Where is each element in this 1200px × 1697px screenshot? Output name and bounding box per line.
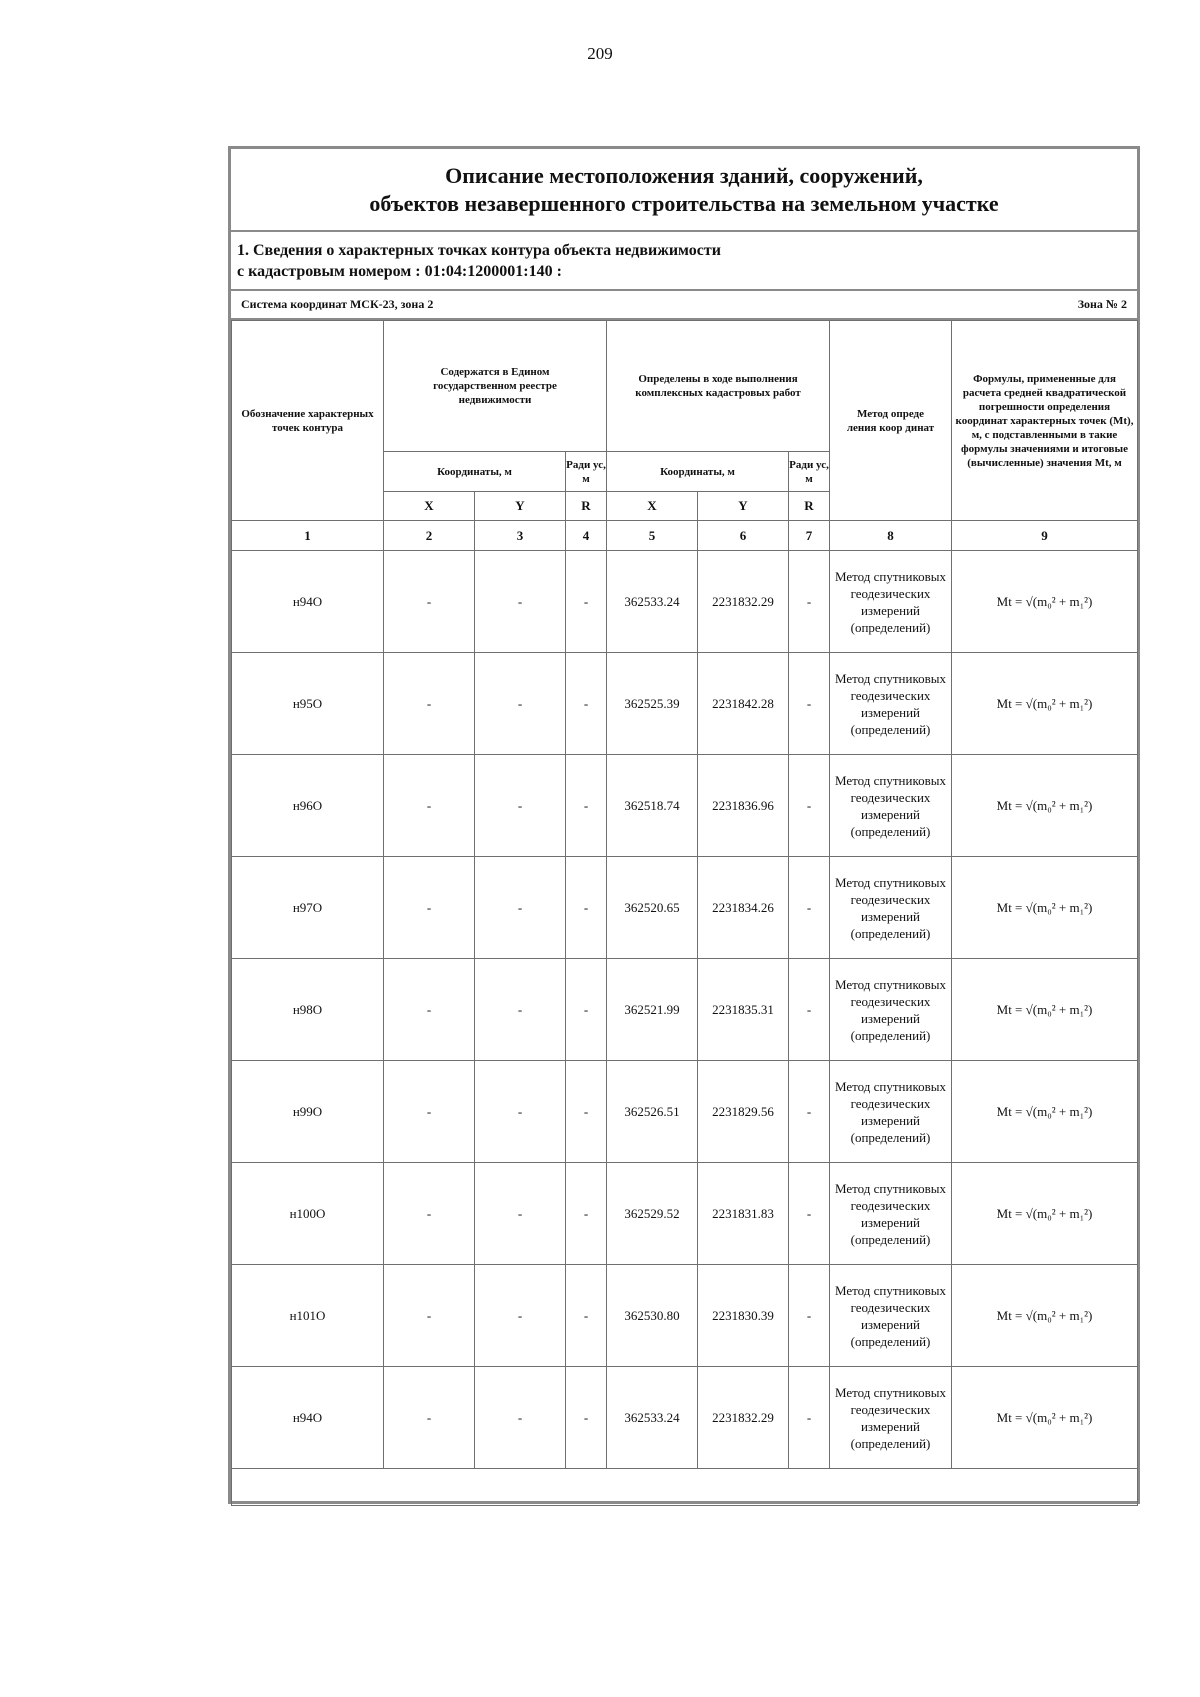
egrn-y-cell: -	[475, 653, 566, 755]
point-designation: н98О	[232, 959, 384, 1061]
egrn-r-cell: -	[566, 1061, 607, 1163]
column-number: 8	[830, 521, 952, 551]
works-x-cell: 362533.24	[607, 1367, 698, 1469]
egrn-r-cell: -	[566, 1163, 607, 1265]
section-heading	[231, 232, 1137, 291]
header-formulas: Формулы, примененные для расчета средней квадратической погрешности определения координат характерных точек (Mt), м, с подставленными в такие формулы значениями и итоговые (вычисленные) значения Mt, м	[952, 321, 1138, 521]
point-designation: н97О	[232, 857, 384, 959]
method-cell: Метод спутниковых геодезических измерений (определений)	[830, 1367, 952, 1469]
egrn-r-cell: -	[566, 1367, 607, 1469]
egrn-y-cell: -	[475, 1163, 566, 1265]
table-row	[232, 1061, 1138, 1163]
table-row	[232, 1367, 1138, 1469]
works-y-cell: 2231831.83	[698, 1163, 789, 1265]
formula-cell: Mt = √(m₀² + m₁²)	[952, 1367, 1138, 1469]
egrn-x-cell: -	[384, 857, 475, 959]
works-y-cell: 2231836.96	[698, 755, 789, 857]
section-line-1: 1. Сведения о характерных точках контура объекта недвижимости	[237, 242, 721, 259]
table-row	[232, 857, 1138, 959]
egrn-x-cell: -	[384, 1265, 475, 1367]
document-title	[231, 149, 1137, 232]
coordinate-system-row	[231, 291, 1137, 320]
works-y-cell: 2231832.29	[698, 551, 789, 653]
formula-cell: Mt = √(m₀² + m₁²)	[952, 857, 1138, 959]
point-designation: н96О	[232, 755, 384, 857]
works-r-cell: -	[789, 1163, 830, 1265]
table-row	[232, 755, 1138, 857]
works-x-cell: 362529.52	[607, 1163, 698, 1265]
header-coords-works: Координаты, м	[607, 452, 789, 492]
column-number: 3	[475, 521, 566, 551]
section-line-2: с кадастровым номером : 01:04:1200001:140 :	[237, 263, 562, 280]
header-radius-works: Ради ус, м	[789, 452, 830, 492]
works-x-cell: 362518.74	[607, 755, 698, 857]
egrn-r-cell: -	[566, 1265, 607, 1367]
header-method: Метод опреде ления коор динат	[830, 321, 952, 521]
header-r-egrn: R	[566, 492, 607, 521]
egrn-x-cell: -	[384, 1061, 475, 1163]
table-row	[232, 551, 1138, 653]
formula-cell: Mt = √(m₀² + m₁²)	[952, 551, 1138, 653]
method-cell: Метод спутниковых геодезических измерений (определений)	[830, 857, 952, 959]
header-radius-egrn: Ради ус, м	[566, 452, 607, 492]
works-x-cell: 362520.65	[607, 857, 698, 959]
method-cell: Метод спутниковых геодезических измерений (определений)	[830, 959, 952, 1061]
works-y-cell: 2231832.29	[698, 1367, 789, 1469]
works-y-cell: 2231834.26	[698, 857, 789, 959]
point-designation: н100О	[232, 1163, 384, 1265]
page-number: 209	[587, 44, 613, 63]
egrn-r-cell: -	[566, 857, 607, 959]
header-r-works: R	[789, 492, 830, 521]
column-number: 9	[952, 521, 1138, 551]
column-number: 2	[384, 521, 475, 551]
works-r-cell: -	[789, 755, 830, 857]
egrn-y-cell: -	[475, 1367, 566, 1469]
point-designation: н99О	[232, 1061, 384, 1163]
works-r-cell: -	[789, 551, 830, 653]
egrn-x-cell: -	[384, 1163, 475, 1265]
table-row	[232, 653, 1138, 755]
column-number: 6	[698, 521, 789, 551]
method-cell: Метод спутниковых геодезических измерений (определений)	[830, 653, 952, 755]
works-x-cell: 362530.80	[607, 1265, 698, 1367]
title-line-2: объектов незавершенного строительства на земельном участке	[369, 191, 999, 216]
column-number: 7	[789, 521, 830, 551]
egrn-x-cell: -	[384, 551, 475, 653]
egrn-x-cell: -	[384, 755, 475, 857]
egrn-y-cell: -	[475, 1265, 566, 1367]
works-r-cell: -	[789, 959, 830, 1061]
egrn-y-cell: -	[475, 959, 566, 1061]
works-x-cell: 362526.51	[607, 1061, 698, 1163]
header-egrn-group: Содержатся в Едином государственном реестре недвижимости	[384, 321, 607, 452]
header-x-egrn: X	[384, 492, 475, 521]
method-cell: Метод спутниковых геодезических измерений (определений)	[830, 1265, 952, 1367]
works-r-cell: -	[789, 1061, 830, 1163]
column-number: 5	[607, 521, 698, 551]
table-row	[232, 1163, 1138, 1265]
point-designation: н94О	[232, 551, 384, 653]
header-point-designation: Обозначение характерных точек контура	[232, 321, 384, 521]
point-designation: н101О	[232, 1265, 384, 1367]
works-r-cell: -	[789, 857, 830, 959]
column-numbers-row	[232, 521, 1138, 551]
egrn-x-cell: -	[384, 653, 475, 755]
egrn-r-cell: -	[566, 959, 607, 1061]
table-row	[232, 1265, 1138, 1367]
column-number: 4	[566, 521, 607, 551]
method-cell: Метод спутниковых геодезических измерений (определений)	[830, 1163, 952, 1265]
egrn-x-cell: -	[384, 959, 475, 1061]
works-r-cell: -	[789, 1265, 830, 1367]
header-y-egrn: Y	[475, 492, 566, 521]
formula-cell: Mt = √(m₀² + m₁²)	[952, 1061, 1138, 1163]
point-designation: н95О	[232, 653, 384, 755]
column-number: 1	[232, 521, 384, 551]
header-works-group: Определены в ходе выполнения комплексных кадастровых работ	[607, 321, 830, 452]
works-y-cell: 2231835.31	[698, 959, 789, 1061]
point-designation: н94О	[232, 1367, 384, 1469]
title-line-1: Описание местоположения зданий, сооружений,	[445, 163, 923, 188]
table-empty-row	[232, 1469, 1138, 1506]
egrn-r-cell: -	[566, 755, 607, 857]
points-table	[231, 320, 1138, 1506]
egrn-x-cell: -	[384, 1367, 475, 1469]
formula-cell: Mt = √(m₀² + m₁²)	[952, 755, 1138, 857]
works-x-cell: 362521.99	[607, 959, 698, 1061]
zone-label: Зона № 2	[1077, 297, 1127, 311]
coordinate-system-label: Система координат МСК-23, зона 2	[241, 297, 434, 311]
method-cell: Метод спутниковых геодезических измерений (определений)	[830, 551, 952, 653]
works-x-cell: 362533.24	[607, 551, 698, 653]
egrn-y-cell: -	[475, 755, 566, 857]
empty-cell	[232, 1469, 1138, 1506]
formula-cell: Mt = √(m₀² + m₁²)	[952, 1265, 1138, 1367]
egrn-y-cell: -	[475, 857, 566, 959]
method-cell: Метод спутниковых геодезических измерений (определений)	[830, 755, 952, 857]
formula-cell: Mt = √(m₀² + m₁²)	[952, 1163, 1138, 1265]
table-row	[232, 959, 1138, 1061]
formula-cell: Mt = √(m₀² + m₁²)	[952, 959, 1138, 1061]
egrn-y-cell: -	[475, 551, 566, 653]
works-r-cell: -	[789, 1367, 830, 1469]
egrn-r-cell: -	[566, 551, 607, 653]
works-x-cell: 362525.39	[607, 653, 698, 755]
formula-cell: Mt = √(m₀² + m₁²)	[952, 653, 1138, 755]
works-y-cell: 2231830.39	[698, 1265, 789, 1367]
works-y-cell: 2231842.28	[698, 653, 789, 755]
header-coords-egrn: Координаты, м	[384, 452, 566, 492]
egrn-y-cell: -	[475, 1061, 566, 1163]
egrn-r-cell: -	[566, 653, 607, 755]
method-cell: Метод спутниковых геодезических измерений (определений)	[830, 1061, 952, 1163]
works-r-cell: -	[789, 653, 830, 755]
header-y-works: Y	[698, 492, 789, 521]
header-x-works: X	[607, 492, 698, 521]
document-frame	[228, 146, 1140, 1504]
works-y-cell: 2231829.56	[698, 1061, 789, 1163]
